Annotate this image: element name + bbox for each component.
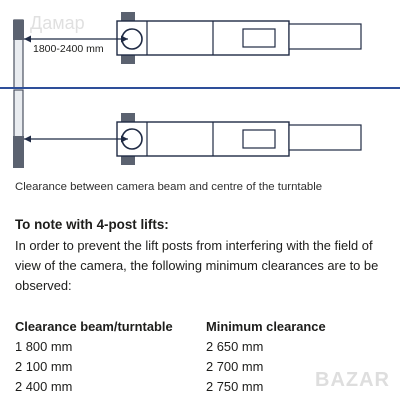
camera-head-bottom [13, 136, 24, 168]
lift-post-bottom-lower [121, 156, 135, 165]
minimum-clearance-cell: 2 650 mm [206, 339, 264, 354]
lift-post-top-lower [121, 55, 135, 64]
lift-post-bottom-upper [121, 113, 135, 122]
lift-assembly-top [117, 12, 361, 64]
note-heading: To note with 4-post lifts: [15, 217, 169, 232]
beam-distance-cell: 2 400 mm [15, 379, 73, 394]
diagram-caption: Clearance between camera beam and centre of the turntable [15, 181, 323, 193]
dimension-label: 1800-2400 mm [33, 43, 104, 55]
lift-window-top [243, 29, 275, 47]
table-row [15, 337, 326, 357]
lift-extension-top [289, 24, 361, 49]
clearance-table [15, 317, 326, 397]
note-paragraph: In order to prevent the lift posts from interfering with the field of view of the camera, the following minimum clearances are to be observed: [15, 238, 379, 293]
table-header-row [15, 317, 326, 337]
beam-distance-cell: 2 100 mm [15, 359, 73, 374]
table-row [15, 357, 326, 377]
table-row [15, 377, 326, 397]
minimum-clearance-cell: 2 700 mm [206, 359, 264, 374]
camera-head-top [13, 20, 24, 40]
minimum-clearance-cell: 2 750 mm [206, 379, 264, 394]
watermark-top: Дамар [30, 13, 85, 33]
lift-post-top-upper [121, 12, 135, 21]
watermark-bottom: BAZAR [315, 369, 390, 391]
lift-extension-bottom [289, 125, 361, 150]
header-minimum-clearance: Minimum clearance [206, 319, 326, 334]
beam-distance-cell: 1 800 mm [15, 339, 73, 354]
header-clearance-beam: Clearance beam/turntable [15, 319, 173, 334]
lift-window-bottom [243, 130, 275, 148]
lift-assembly-bottom [117, 113, 361, 165]
